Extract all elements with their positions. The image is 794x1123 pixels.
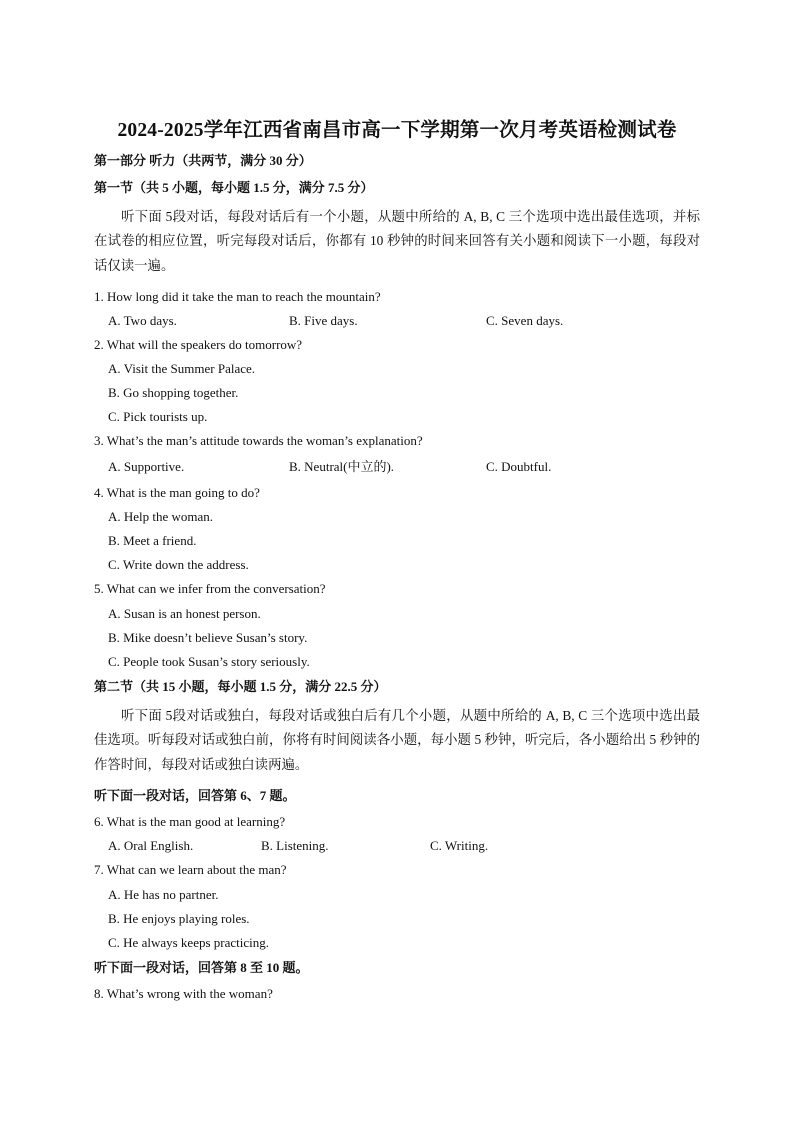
group2-heading: 听下面一段对话，回答第 8 至 10 题。 [94,960,309,975]
section2-heading: 第二节（共 15 小题，每小题 1.5 分，满分 22.5 分） [94,679,387,694]
group1-heading: 听下面一段对话，回答第 6、7 题。 [94,788,296,803]
q7-option-a: A. He has no partner. [108,887,219,902]
part1-heading: 第一部分 听力（共两节，满分 30 分） [94,153,312,168]
q5-option-a: A. Susan is an honest person. [108,606,261,621]
q2-option-c: C. Pick tourists up. [108,409,208,424]
q4-option-a: A. Help the woman. [108,509,214,524]
q2-option-a: A. Visit the Summer Palace. [108,361,256,376]
section1-heading: 第一节（共 5 小题，每小题 1.5 分，满分 7.5 分） [94,180,374,195]
q5-option-b: B. Mike doesn’t believe Susan’s story. [108,630,308,645]
question-7: 7. What can we learn about the man? [94,862,287,877]
q5-option-c: C. People took Susan’s story seriously. [108,654,310,669]
q6-option-c: C. Writing. [430,838,489,853]
exam-title: 2024-2025学年江西省南昌市高一下学期第一次月考英语检测试卷 [117,120,677,141]
question-8: 8. What’s wrong with the woman? [94,986,273,1001]
q7-option-c: C. He always keeps practicing. [108,935,270,950]
q3-option-c: C. Doubtful. [486,459,552,474]
q1-option-c: C. Seven days. [486,313,564,328]
question-3: 3. What’s the man’s attitude towards the woman’s explanation? [94,433,423,448]
q4-option-c: C. Write down the address. [108,557,249,572]
question-1: 1. How long did it take the man to reach the mountain? [94,289,381,304]
q3-option-a: A. Supportive. [108,459,185,474]
q3-option-b: B. Neutral(中立的). [289,459,395,474]
q6-option-a: A. Oral English. [108,838,194,853]
q7-option-b: B. He enjoys playing roles. [108,911,250,926]
question-6: 6. What is the man good at learning? [94,814,286,829]
section2-instructions: 听下面 5段对话或独白，每段对话或独白后有几个小题，从题中所给的 A, B, C 三个选项中选出最佳选项。听每段对话或独白前，你将有时间阅读各小题，每小题 5 秒钟，听完后，各小题给出 5 秒钟的作答时间，每段对话或独白读两遍。 [94,708,700,772]
q6-option-b: B. Listening. [261,838,329,853]
q2-option-b: B. Go shopping together. [108,385,239,400]
question-2: 2. What will the speakers do tomorrow? [94,337,303,352]
section1-instructions: 听下面 5段对话，每段对话后有一个小题，从题中所给的 A, B, C 三个选项中选出最佳选项，并标在试卷的相应位置，听完每段对话后，你都有 10 秒钟的时间来回答有关小题和阅读下一小题，每段对话仅读一遍。 [94,209,700,273]
q4-option-b: B. Meet a friend. [108,533,197,548]
q1-option-a: A. Two days. [108,313,177,328]
question-4: 4. What is the man going to do? [94,485,260,500]
question-5: 5. What can we infer from the conversation? [94,581,326,596]
q1-option-b: B. Five days. [289,313,358,328]
